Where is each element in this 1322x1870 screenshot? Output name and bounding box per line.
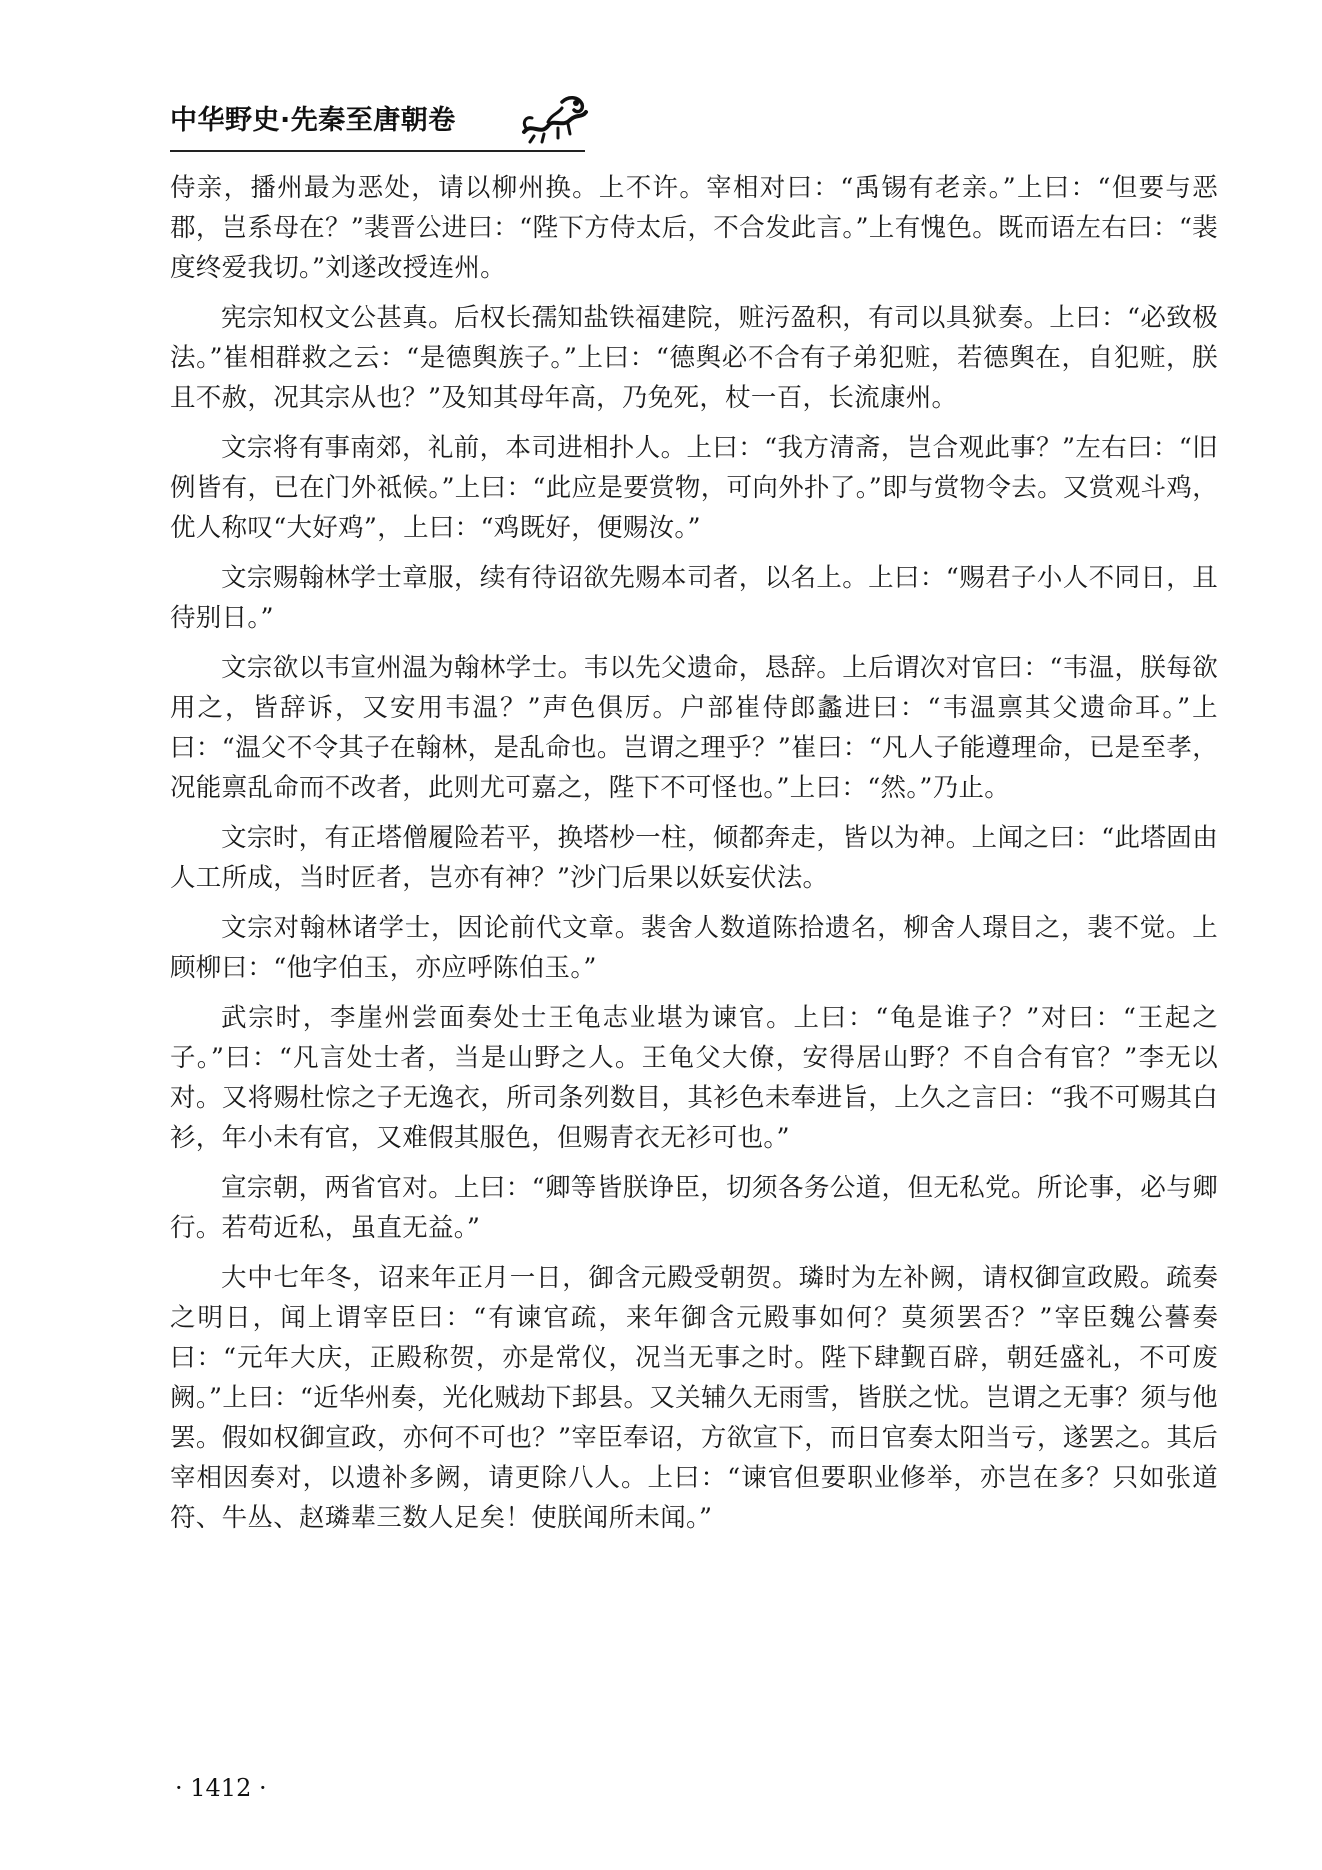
header-divider	[170, 150, 585, 152]
paragraph: 侍亲，播州最为恶处，请以柳州换。上不许。宰相对曰：“禹锡有老亲。”上曰：“但要与恶郡，岂系母在？”裴晋公进曰：“陛下方侍太后，不合发此言。”上有愧色。既而语左右曰：“裴度终爱我切。”刘遂改授连州。	[170, 173, 1218, 283]
paragraph: 文宗赐翰林学士章服，续有待诏欲先赐本司者，以名上。上曰：“赐君子小人不同日，且待别日。”	[170, 563, 1218, 633]
body-text	[170, 168, 1218, 1548]
paragraph: 文宗对翰林诸学士，因论前代文章。裴舍人数道陈拾遗名，柳舍人璟目之，裴不觉。上顾柳曰：“他字伯玉，亦应呼陈伯玉。”	[170, 913, 1218, 983]
paragraph: 武宗时，李崖州尝面奏处士王龟志业堪为谏官。上曰：“龟是谁子？”对曰：“王起之子。”曰：“凡言处士者，当是山野之人。王龟父大僚，安得居山野？不自合有官？”李无以对。又将赐杜悰之子无逸衣，所司条列数目，其衫色未奉进旨，上久之言曰：“我不可赐其白衫，年小未有官，又难假其服色，但赐青衣无衫可也。”	[170, 1003, 1218, 1153]
paragraph: 文宗将有事南郊，礼前，本司进相扑人。上曰：“我方清斋，岂合观此事？”左右曰：“旧例皆有，已在门外祗候。”上曰：“此应是要赏物，可向外扑了。”即与赏物令去。又赏观斗鸡，优人称叹“大好鸡”，上曰：“鸡既好，便赐汝。”	[170, 433, 1218, 543]
paragraph: 文宗时，有正塔僧履险若平，换塔杪一柱，倾都奔走，皆以为神。上闻之曰：“此塔固由人工所成，当时匠者，岂亦有神？”沙门后果以妖妄伏法。	[170, 823, 1218, 893]
running-header	[170, 92, 590, 150]
paragraph: 宪宗知权文公甚真。后权长孺知盐铁福建院，赃污盈积，有司以具狱奏。上曰：“必致极法。”崔相群救之云：“是德舆族子。”上曰：“德舆必不合有子弟犯赃，若德舆在，自犯赃，朕且不赦，况其宗从也？”及知其母年高，乃免死，杖一百，长流康州。	[170, 303, 1218, 413]
paragraph: 大中七年冬，诏来年正月一日，御含元殿受朝贺。璘时为左补阙，请权御宣政殿。疏奏之明日，闻上谓宰臣曰：“有谏官疏，来年御含元殿事如何？莫须罢否？”宰臣魏公謩奏曰：“元年大庆，正殿称贺，亦是常仪，况当无事之时。陛下肆觐百辟，朝廷盛礼，不可废阙。”上曰：“近华州奏，光化贼劫下邽县。又关辅久无雨雪，皆朕之忧。岂谓之无事？须与他罢。假如权御宣政，亦何不可也？”宰臣奉诏，方欲宣下，而日官奏太阳当亏，遂罢之。其后宰相因奏对，以遗补多阙，请更除八人。上曰：“谏官但要职业修举，亦岂在多？只如张道符、牛丛、赵璘辈三数人足矣！使朕闻所未闻。”	[170, 1263, 1218, 1533]
dragon-emblem-icon	[518, 92, 592, 144]
paragraph: 文宗欲以韦宣州温为翰林学士。韦以先父遗命，恳辞。上后谓次对官曰：“韦温，朕每欲用之，皆辞诉，又安用韦温？”声色俱厉。户部崔侍郎蠡进曰：“韦温禀其父遗命耳。”上曰：“温父不令其子在翰林，是乱命也。岂谓之理乎？”崔曰：“凡人子能遵理命，已是至孝，况能禀乱命而不改者，此则尤可嘉之，陛下不可怪也。”上曰：“然。”乃止。	[170, 653, 1218, 803]
book-title: 中华野史·先秦至唐朝卷	[170, 105, 456, 136]
paragraph: 宣宗朝，两省官对。上曰：“卿等皆朕诤臣，切须各务公道，但无私党。所论事，必与卿行。若苟近私，虽直无益。”	[170, 1173, 1218, 1243]
page-number: · 1412 ·	[175, 1774, 267, 1802]
